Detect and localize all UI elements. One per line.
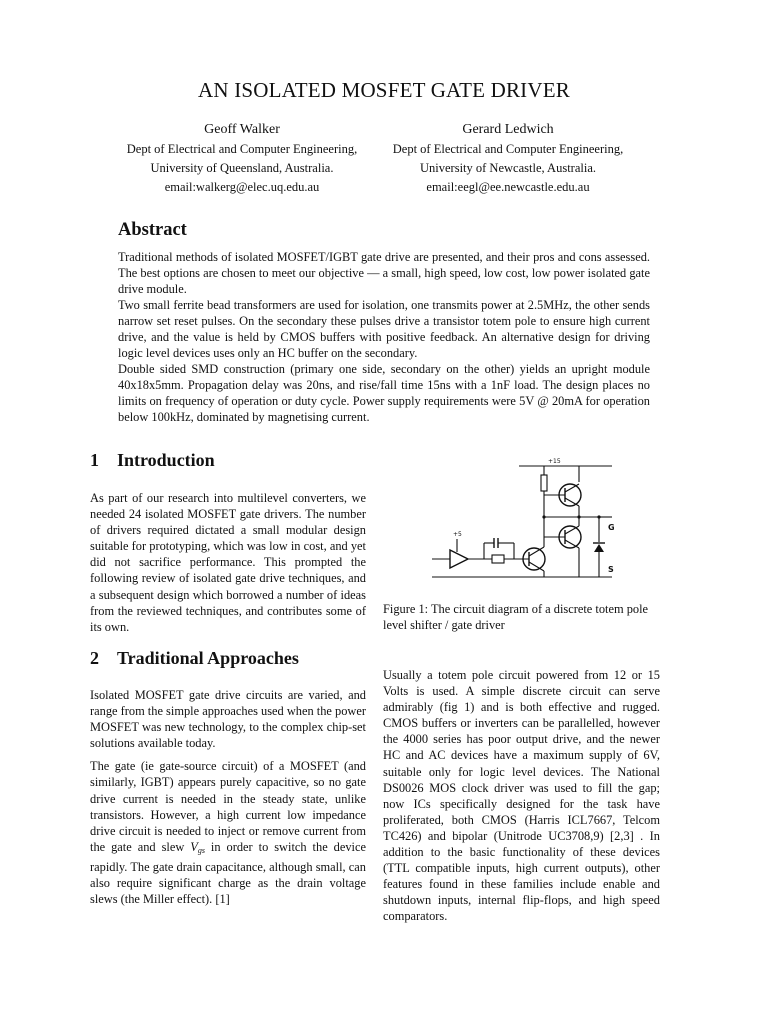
section-heading-introduction — [90, 450, 215, 471]
paragraph — [90, 758, 366, 907]
author-dept: Dept of Electrical and Computer Engineering, — [392, 142, 624, 156]
paragraph: Isolated MOSFET gate drive circuits are varied, and range from the simple approaches used when the power MOSFET was new technology, to the complex chip-set solutions available today. — [90, 688, 366, 751]
traditional-approaches-text — [90, 687, 366, 914]
author-block-1 — [107, 120, 377, 197]
q2-collector — [565, 540, 579, 548]
section-number: 2 — [90, 648, 99, 668]
author-email: email:walkerg@elec.uq.edu.au — [164, 180, 320, 194]
abstract-paragraph: Double sided SMD construction (primary one side, secondary on the other) yields an upright module 40x18x5mm. Propagation delay was 20ns, and rise/fall time 15ns with a 1nF load. The design places no limits on frequency of operation or duty cycle. Power supply requirements were 5V @ 20mA for operation below 100kHz, dominated by magnetising current. — [118, 362, 650, 424]
paper-title: AN ISOLATED MOSFET GATE DRIVER — [198, 78, 570, 102]
q1-emitter — [565, 498, 579, 506]
supply-high-label: +15 — [548, 458, 561, 465]
introduction-text — [90, 490, 366, 642]
right-column-text — [383, 667, 660, 925]
circuit-svg — [424, 455, 624, 585]
author-dept: Dept of Electrical and Computer Engineering, — [126, 142, 358, 156]
resistor — [541, 475, 547, 491]
author-university: University of Newcastle, Australia. — [420, 161, 596, 175]
vgs-subscript: gs — [197, 845, 205, 855]
zener-diode — [594, 544, 604, 552]
paragraph-text: The gate (ie gate-source circuit) of a MOSFET (and similarly, IGBT) appears purely capacitive, so no gate drive current is needed in the steady state, unlike transistors. However, a high current low impedance drive circuit is needed to inject or remove current from the gate and slew — [90, 759, 366, 854]
author-email: email:eegl@ee.newcastle.edu.au — [426, 180, 590, 194]
abstract-body — [118, 249, 650, 425]
abstract-heading: Abstract — [118, 220, 187, 240]
figure-1-circuit-diagram — [424, 455, 624, 585]
input-buffer — [450, 550, 468, 568]
section-title: Traditional Approaches — [117, 648, 299, 668]
paragraph-text: in order to switch the device rapidly. The gate drain capacitance, although small, can also require significant charge as the drain voltage slews (the Miller effect). [1] — [90, 839, 366, 907]
figure-1-caption: Figure 1: The circuit diagram of a discrete totem pole level shifter / gate driver — [383, 602, 649, 632]
gate-label: G — [608, 523, 615, 532]
vgs-symbol: V — [190, 839, 198, 854]
author-university: University of Queensland, Australia. — [150, 161, 334, 175]
q2-emitter — [565, 526, 579, 534]
author-name: Geoff Walker — [204, 122, 280, 137]
abstract-paragraph: Traditional methods of isolated MOSFET/IGBT gate drive are presented, and their pros and cons assessed. The best options are chosen to meet our objective — a small, high speed, low cost, low power isolated gate drive module. — [118, 250, 650, 296]
abstract-paragraph: Two small ferrite bead transformers are used for isolation, one transmits power at 2.5MHz, the other sends narrow set reset pulses. On the secondary these pulses drive a transistor totem pole to ensure high current drive, and the value is held by CMOS buffers with positive feedback. An alternative design for driving logic level devices uses only an HC buffer on the secondary. — [118, 298, 650, 360]
base-resistor — [492, 555, 504, 563]
q1-collector — [565, 484, 579, 492]
supply-low-label: +5 — [453, 531, 462, 538]
section-heading-traditional-approaches — [90, 648, 299, 669]
author-block-2 — [373, 120, 643, 197]
paragraph: As part of our research into multilevel converters, we needed 24 isolated MOSFET gate drivers. The number of drivers required dictated a small modular design suitable for prototyping, which was low in cost, and yet did not sacrifice performance. This prompted the following review of isolated gate drive techniques, and a subsequent design which borrowed a number of ideas from the reviewed techniques, and contributes some of its own. — [90, 491, 366, 634]
section-number: 1 — [90, 450, 99, 470]
author-name: Gerard Ledwich — [462, 122, 554, 137]
paragraph: Usually a totem pole circuit powered from 12 or 15 Volts is used. A simple discrete circuit can serve admirably (fig 1) and is both effective and rugged. CMOS buffers or inverters can be parallelled, however the 4000 series has poor output drive, and the newer HC and AC devices have a maximum supply of 6V, suitable only for logic level devices. The National DS0026 MOS clock driver was used to fill the gap; now ICs specifically designed for the task have proliferated, both CMOS (Harris ICL7667, Telcom TC426) and bipolar (Unitrode UC3708,9) [2,3] . In addition to the basic functionality of these devices (TTL compatible inputs, high current outputs), other features found in these families include enable and shutdown inputs, internal flip-flops, and high speed comparators. — [383, 668, 660, 924]
source-label: S — [608, 565, 614, 574]
section-title: Introduction — [117, 450, 215, 470]
